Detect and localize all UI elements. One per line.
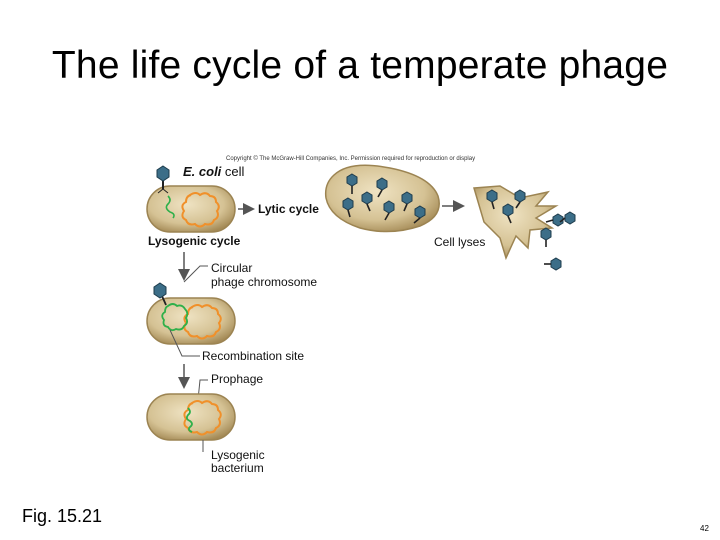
infected-cell: [326, 165, 440, 231]
ecoli-name: E. coli: [183, 164, 222, 179]
ecoli-cell-word: cell: [221, 164, 245, 179]
recombination-site-label: Recombination site: [202, 349, 305, 363]
phage-icon: [544, 258, 561, 270]
lysogenic-bacterium-label-1: Lysogenic: [211, 448, 265, 462]
slide-title: The life cycle of a temperate phage: [51, 44, 669, 87]
lysogenic-bacterium-label-2: bacterium: [211, 461, 264, 475]
pointer-circular-chromosome: [184, 266, 208, 282]
cell-circular-chromosome: [147, 283, 235, 344]
ecoli-cell-label: [183, 165, 244, 178]
lysed-cell: [474, 186, 575, 270]
page-number: 42: [700, 524, 709, 533]
lysogenic-cycle-label: Lysogenic cycle: [148, 234, 241, 248]
cell-lyses-label: Cell lyses: [434, 235, 486, 249]
phage-icon: [546, 214, 563, 226]
circular-chromosome-label-2: phage chromosome: [211, 275, 318, 289]
prophage-label: Prophage: [211, 372, 264, 386]
copyright-notice: Copyright © The McGraw-Hill Companies, Inc. Permission required for reproduction or display: [226, 156, 476, 162]
figure-label: Fig. 15.21: [22, 506, 103, 526]
lytic-cycle-label: Lytic cycle: [258, 202, 319, 216]
circular-chromosome-label-1: Circular: [211, 261, 253, 275]
phage-icon: [541, 228, 551, 247]
lysogenic-bacterium-cell: [147, 394, 235, 440]
